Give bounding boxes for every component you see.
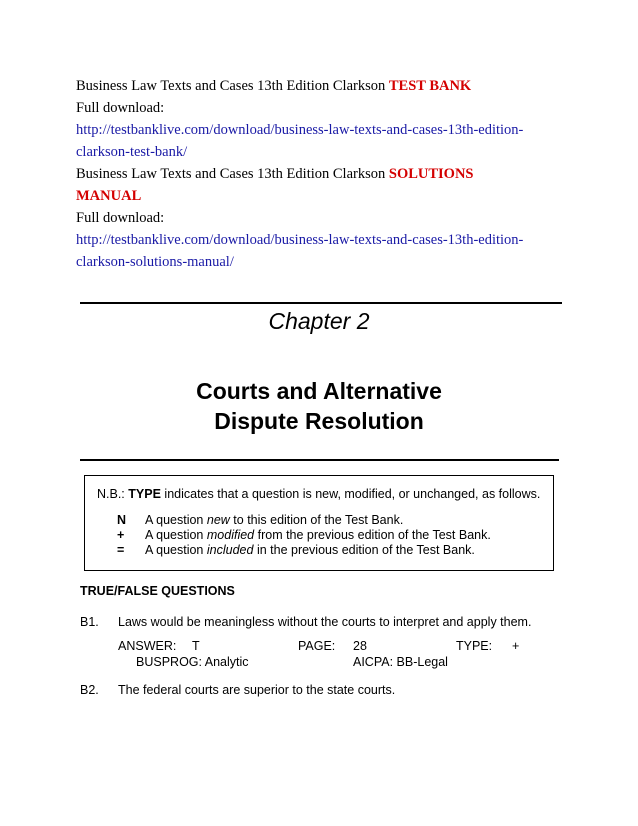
manual-label: MANUAL <box>76 188 142 204</box>
legend-text: A question <box>145 513 204 527</box>
full-download-label-2: Full download: <box>76 210 165 226</box>
full-download-label: Full download: <box>76 100 165 116</box>
question-text: The federal courts are superior to the state courts. <box>118 683 396 697</box>
test-bank-title-line <box>76 75 576 97</box>
page-label: PAGE: <box>298 639 336 653</box>
download-info-block <box>76 75 576 273</box>
question-text: Laws would be meaningless without the courts to interpret and apply them. <box>118 615 532 629</box>
bottom-divider <box>80 459 559 461</box>
nb-prefix: N.B.: <box>97 487 125 501</box>
legend-symbol: + <box>117 528 125 542</box>
chapter-title-line1: Courts and Alternative <box>196 378 442 404</box>
solutions-label: SOLUTIONS <box>388 166 474 182</box>
legend-emphasis: new <box>206 513 230 527</box>
solutions-link-part1[interactable]: http://testbanklive.com/download/business-law-texts-and-cases-13th-edition- <box>76 232 524 248</box>
aicpa-info: AICPA: BB-Legal <box>353 655 448 669</box>
answer-value: T <box>192 639 200 653</box>
test-bank-link-part1[interactable]: http://testbanklive.com/download/business-law-texts-and-cases-13th-edition- <box>76 122 524 138</box>
type-label: TYPE: <box>456 639 493 653</box>
legend-text: from the previous edition of the Test Bank. <box>257 528 491 542</box>
test-bank-link-part2[interactable]: clarkson-test-bank/ <box>76 144 188 160</box>
legend-row-modified <box>117 528 491 542</box>
busprog-info: BUSPROG: Analytic <box>136 655 249 669</box>
type-legend-intro <box>97 487 540 501</box>
book-title-text: Business Law Texts and Cases 13th Edition Clarkson <box>76 78 386 94</box>
chapter-title <box>0 376 638 436</box>
book-title-text-2: Business Law Texts and Cases 13th Edition Clarkson <box>76 166 386 182</box>
page-value: 28 <box>353 639 367 653</box>
type-legend-box <box>84 475 554 571</box>
legend-symbol: = <box>117 543 125 557</box>
question-number: B1. <box>80 615 99 629</box>
legend-text: in the previous edition of the Test Bank. <box>256 543 475 557</box>
question-number: B2. <box>80 683 99 697</box>
top-divider <box>80 302 562 304</box>
legend-row-new <box>117 513 403 527</box>
legend-row-included <box>117 543 475 557</box>
test-bank-label: TEST BANK <box>388 78 472 94</box>
legend-emphasis: included <box>206 543 254 557</box>
nb-intro-text: indicates that a question is new, modified, or unchanged, as follows. <box>164 487 541 501</box>
type-keyword: TYPE <box>128 487 161 501</box>
solutions-link-part2[interactable]: clarkson-solutions-manual/ <box>76 254 234 270</box>
legend-text: to this edition of the Test Bank. <box>233 513 404 527</box>
solutions-manual-title-line <box>76 163 576 185</box>
legend-text: A question <box>145 528 204 542</box>
chapter-title-line2: Dispute Resolution <box>214 408 424 434</box>
type-value: + <box>512 639 520 653</box>
legend-symbol: N <box>117 513 127 527</box>
legend-emphasis: modified <box>206 528 255 542</box>
section-heading: TRUE/FALSE QUESTIONS <box>80 584 235 598</box>
chapter-label: Chapter 2 <box>268 308 370 334</box>
legend-text: A question <box>145 543 204 557</box>
answer-label: ANSWER: <box>118 639 177 653</box>
